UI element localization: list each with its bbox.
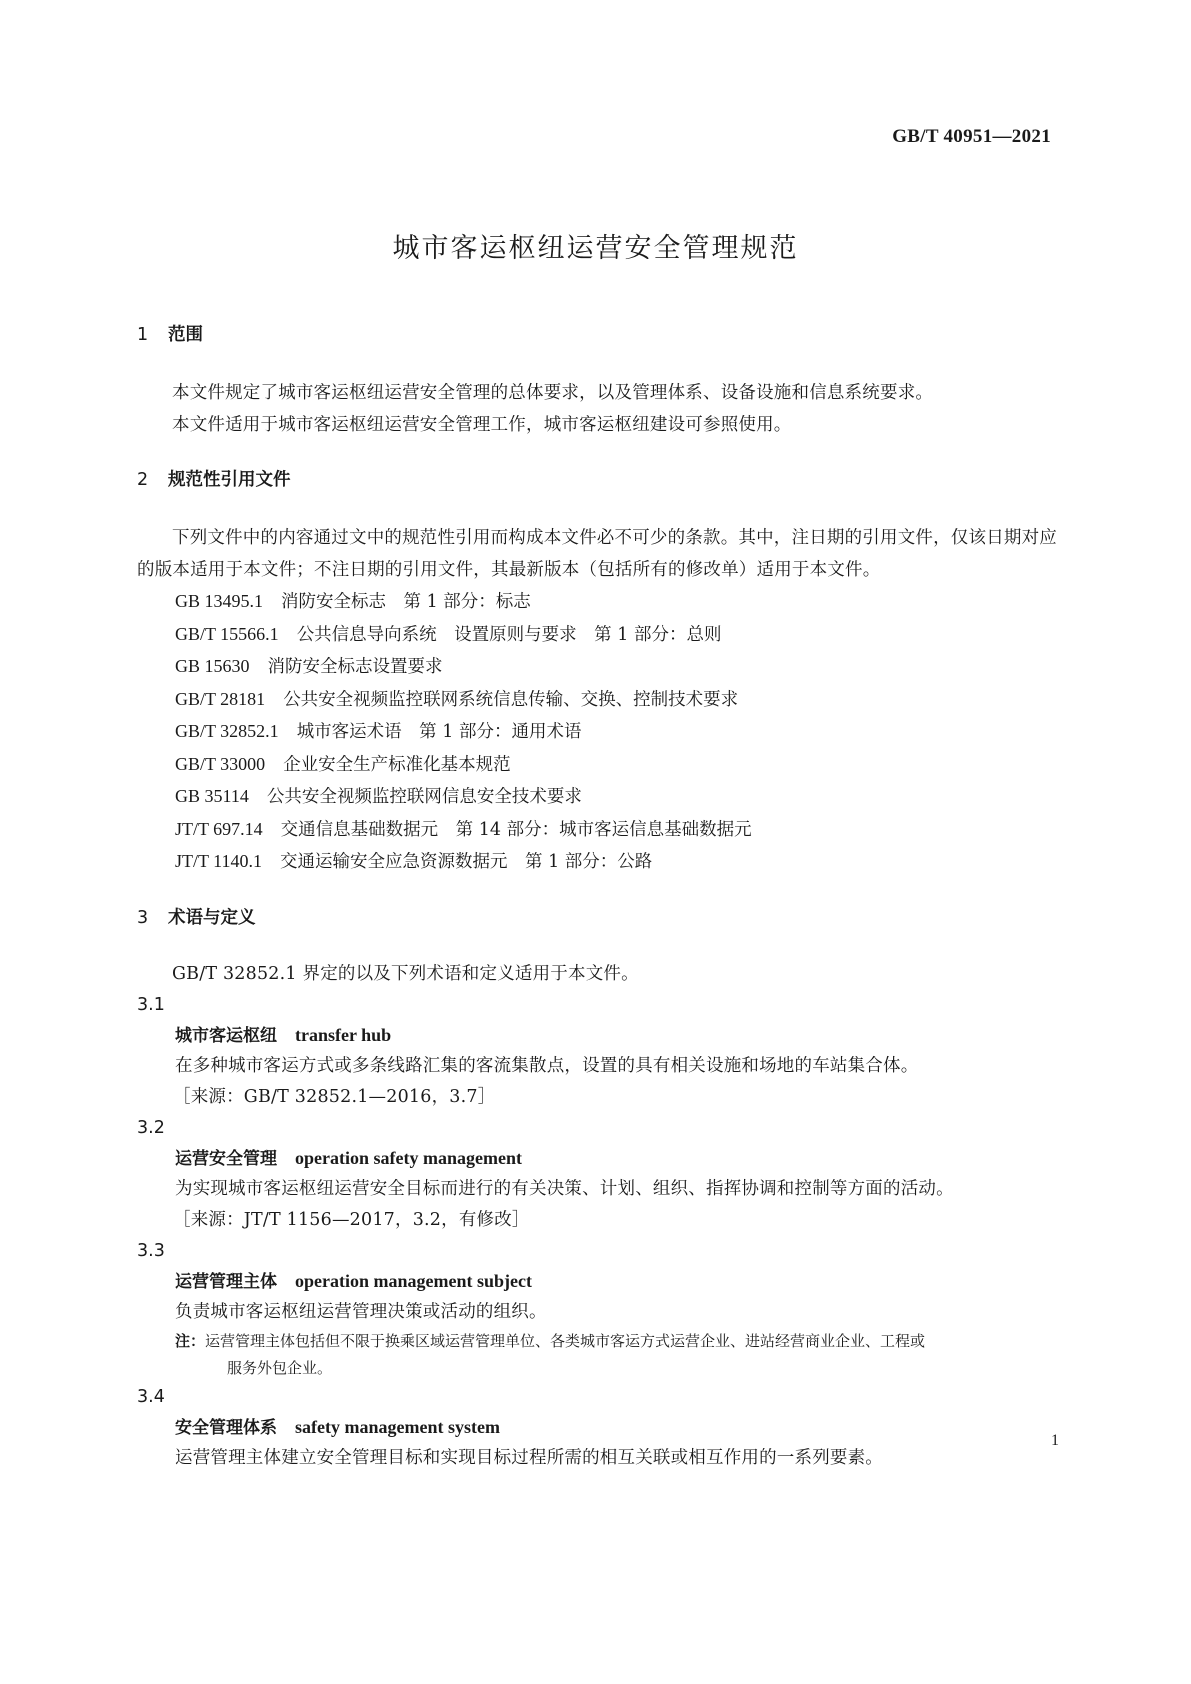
reference-item <box>137 716 1062 749</box>
note-text-line2: 服务外包企业。 <box>227 1359 333 1377</box>
term-definition: 运营管理主体建立安全管理目标和实现目标过程所需的相互关联或相互作用的一系列要素。 <box>175 1448 883 1468</box>
paragraph: 本文件规定了城市客运枢纽运营安全管理的总体要求，以及管理体系、设备设施和信息系统要求。 <box>172 383 934 403</box>
reference-code: JT/T 1140.1 <box>175 851 263 871</box>
reference-item <box>137 586 1062 619</box>
section-2-heading <box>137 467 1062 493</box>
reference-code: JT/T 697.14 <box>175 818 263 839</box>
reference-item <box>137 651 1062 684</box>
reference-item <box>137 781 1062 814</box>
reference-code: GB 13495.1 <box>175 591 264 611</box>
term-definition: 在多种城市客运方式或多条线路汇集的客流集散点，设置的具有相关设施和场地的车站集合体。 <box>175 1056 919 1076</box>
reference-code: GB/T 15566.1 <box>175 623 279 644</box>
term-number: 3.1 <box>137 995 165 1015</box>
reference-title: 交通信息基础数据元 第 14 部分：城市客运信息基础数据元 <box>280 819 752 840</box>
term-zh: 运营安全管理 <box>175 1149 277 1169</box>
reference-code: GB 15630 <box>175 656 250 676</box>
term-source: ［来源：JT/T 1156—2017，3.2，有修改］ <box>173 1210 530 1230</box>
paragraph: 下列文件中的内容通过文中的规范性引用而构成本文件必不可少的条款。其中，注日期的引用文件，仅该日期对应的版本适用于本文件；不注日期的引用文件，其最新版本（包括所有的修改单）适用于本文件。 <box>137 528 1057 580</box>
reference-title: 消防安全标志设置要求 <box>267 657 443 677</box>
reference-list <box>137 586 1062 879</box>
term-note <box>137 1328 1062 1382</box>
term-definition: 为实现城市客运枢纽运营安全目标而进行的有关决策、计划、组织、指挥协调和控制等方面的活动。 <box>175 1179 954 1199</box>
term-number: 3.4 <box>137 1387 165 1407</box>
reference-item <box>137 619 1062 652</box>
term-number: 3.3 <box>137 1241 165 1261</box>
section-1-heading <box>137 322 1062 348</box>
term-definition: 负责城市客运枢纽运营管理决策或活动的组织。 <box>175 1302 547 1322</box>
section-title: 规范性引用文件 <box>168 470 291 490</box>
reference-title: 公共信息导向系统 设置原则与要求 第 1 部分：总则 <box>296 624 722 645</box>
document-title: 城市客运枢纽运营安全管理规范 <box>392 233 799 264</box>
reference-title: 公共安全视频监控联网系统信息传输、交换、控制技术要求 <box>283 689 739 710</box>
term-name <box>137 1266 1062 1297</box>
reference-title: 城市客运术语 第 1 部分：通用术语 <box>296 722 582 742</box>
reference-item <box>137 846 1062 879</box>
term-name <box>137 1412 1062 1443</box>
reference-title: 交通运输安全应急资源数据元 第 1 部分：公路 <box>280 852 653 872</box>
standard-code: GB/T 40951—2021 <box>892 126 1051 147</box>
section-number: 2 <box>137 470 149 490</box>
reference-item <box>137 684 1062 717</box>
reference-title: 消防安全标志 第 1 部分：标志 <box>281 592 531 612</box>
reference-item <box>137 749 1062 782</box>
term-source: ［来源：GB/T 32852.1—2016，3.7］ <box>173 1087 496 1107</box>
term-en: operation management subject <box>295 1271 532 1291</box>
reference-code: GB 35114 <box>175 786 249 806</box>
page-number: 1 <box>1051 1432 1059 1449</box>
document-body <box>137 322 1062 1474</box>
paragraph: 本文件适用于城市客运枢纽运营安全管理工作，城市客运枢纽建设可参照使用。 <box>172 414 792 435</box>
paragraph: GB/T 32852.1 界定的以及下列术语和定义适用于本文件。 <box>172 963 639 984</box>
reference-title: 企业安全生产标准化基本规范 <box>283 754 511 775</box>
section-title: 范围 <box>168 325 203 345</box>
term-en: safety management system <box>295 1417 500 1437</box>
term-number: 3.2 <box>137 1118 165 1138</box>
reference-code: GB/T 32852.1 <box>175 721 279 741</box>
section-number: 1 <box>137 325 149 345</box>
term-zh: 运营管理主体 <box>175 1272 277 1292</box>
reference-code: GB/T 33000 <box>175 753 266 774</box>
term-zh: 城市客运枢纽 <box>175 1026 277 1046</box>
term-en: operation safety management <box>295 1148 522 1168</box>
term-zh: 安全管理体系 <box>175 1418 277 1438</box>
term-name <box>137 1020 1062 1051</box>
note-label: 注： <box>175 1332 206 1350</box>
term-en: transfer hub <box>295 1025 392 1045</box>
reference-code: GB/T 28181 <box>175 688 266 709</box>
section-title: 术语与定义 <box>168 907 256 928</box>
note-text-line1: 运营管理主体包括但不限于换乘区域运营管理单位、各类城市客运方式运营企业、进站经营商业企业、工程或 <box>205 1332 926 1350</box>
reference-item <box>137 814 1062 847</box>
reference-title: 公共安全视频监控联网信息安全技术要求 <box>266 787 582 807</box>
section-number: 3 <box>137 907 149 928</box>
term-name <box>137 1143 1062 1174</box>
section-3-heading <box>137 905 1062 931</box>
